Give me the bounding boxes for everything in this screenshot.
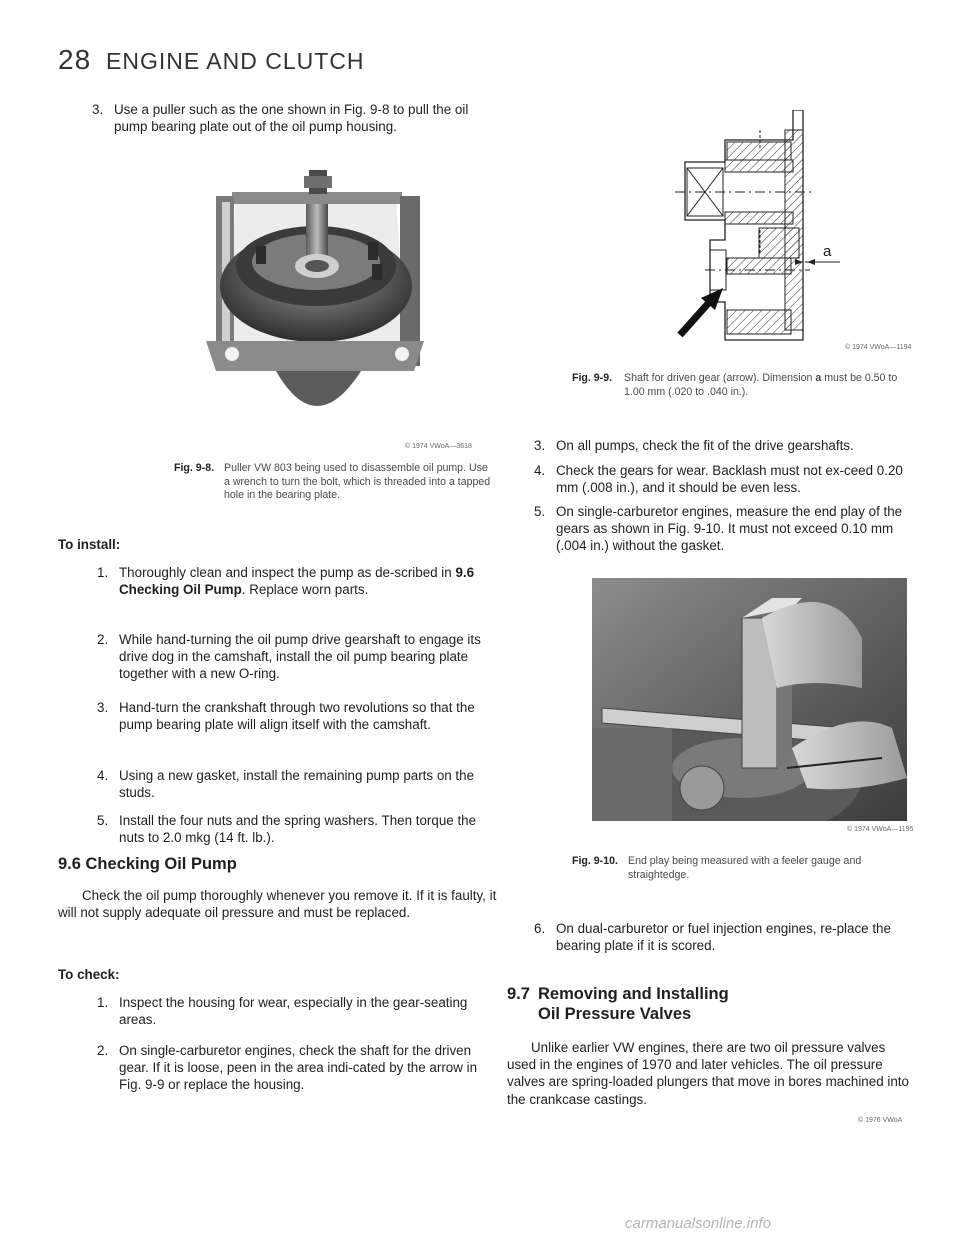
fig-9-9-caption-text xyxy=(624,372,908,399)
step-text xyxy=(119,564,491,598)
step-text: Install the four nuts and the spring washers. Then torque the nuts to 2.0 mkg (14 ft. lb.). xyxy=(119,813,477,846)
section-reference: 9.6 Checking Oil Pump xyxy=(119,565,475,598)
caption-bold: a xyxy=(815,372,822,384)
step-number: 1. xyxy=(97,995,109,1010)
step-number: 1. xyxy=(97,565,109,580)
fig-9-10-photo xyxy=(592,578,907,821)
section-9-6-paragraph: Check the oil pump thoroughly whenever you remove it. If it is faulty, it will not supply adequate oil pressure and must be replaced. xyxy=(58,888,497,921)
caption-pre: Shaft for driven gear (arrow). Dimension xyxy=(624,372,816,384)
step-text-post: . Replace worn parts. xyxy=(241,582,369,598)
fig-9-9-label: Fig. 9-9. xyxy=(572,372,613,384)
step-number: 4. xyxy=(97,768,109,783)
step-number: 5. xyxy=(97,813,109,828)
section-9-7-paragraph: Unlike earlier VW engines, there are two oil pressure valves used in the engines of 1970 and later vehicles. The oil pressure valves are spring-loaded plungers that move in bores machined into the crankcase castings. xyxy=(507,1040,909,1107)
page-number: 28 xyxy=(58,44,92,75)
step-number: 6. xyxy=(534,921,546,936)
step-text: On all pumps, check the fit of the drive gearshafts. xyxy=(556,438,854,453)
step-text: While hand-turning the oil pump drive gearshaft to engage its drive dog in the camshaft, install the oil pump bearing plate together with a new O-ring. xyxy=(119,632,481,682)
chapter-title: ENGINE AND CLUTCH xyxy=(106,48,365,74)
install-heading: To install: xyxy=(58,537,121,552)
fig-9-8-credit: © 1974 VWoA—3618 xyxy=(405,443,472,450)
step-number: 2. xyxy=(97,632,109,647)
step-text: Hand-turn the crankshaft through two revolutions so that the pump bearing plate will align itself with the camshaft. xyxy=(119,700,475,733)
step-text: Inspect the housing for wear, especially in the gear-seating areas. xyxy=(119,995,468,1028)
step-text: On single-carburetor engines, measure the end play of the gears as shown in Fig. 9-10. It must not exceed 0.10 mm (.004 in.) without the gasket. xyxy=(556,504,903,554)
step-number: 3. xyxy=(97,700,109,715)
fig-9-8-caption-text: Puller VW 803 being used to disassemble oil pump. Use a wrench to turn the bolt, which is threaded into a tapped hole in the bearing plate. xyxy=(224,462,491,501)
check-heading: To check: xyxy=(58,967,120,982)
step-number: 4. xyxy=(534,463,546,478)
fig-9-9-credit: © 1974 VWoA—1194 xyxy=(845,344,912,351)
step-number: 3. xyxy=(534,438,546,453)
fig-9-10-label: Fig. 9-10. xyxy=(572,855,618,867)
dimension-a-label: a xyxy=(823,243,832,260)
fig-9-8-photo xyxy=(196,166,434,438)
step-text: On single-carburetor engines, check the shaft for the driven gear. If it is loose, peen in the area indi-cated by the arrow in Fig. 9-9 or replace the housing. xyxy=(119,1043,478,1093)
step-text: Check the gears for wear. Backlash must not ex-ceed 0.20 mm (.008 in.), and it should be even less. xyxy=(556,463,903,496)
fig-9-10-credit: © 1974 VWoA—1195 xyxy=(847,826,914,833)
step-number: 3. xyxy=(92,102,104,117)
section-9-7-credit: © 1976 VWoA xyxy=(858,1117,903,1124)
section-9-7-number: 9.7 xyxy=(507,985,530,1003)
fig-9-10-caption-text: End play being measured with a feeler gauge and straightedge. xyxy=(628,855,862,881)
step-text: Using a new gasket, install the remaining pump parts on the studs. xyxy=(119,768,475,801)
step-number: 5. xyxy=(534,504,546,519)
step-text: Use a puller such as the one shown in Fig. 9-8 to pull the oil pump bearing plate out of the oil pump housing. xyxy=(114,102,469,135)
fig-9-8-label: Fig. 9-8. xyxy=(174,462,215,474)
footer-watermark: carmanualsonline.info xyxy=(625,1215,771,1232)
step-text-pre: Thoroughly clean and inspect the pump as de-scribed in xyxy=(119,565,456,580)
section-9-7-title-line1: Removing and Installing xyxy=(538,985,729,1003)
step-number: 2. xyxy=(97,1043,109,1058)
section-9-7-title-line2: Oil Pressure Valves xyxy=(538,1005,692,1023)
step-text: On dual-carburetor or fuel injection engines, re-place the bearing plate if it is scored. xyxy=(556,921,891,954)
section-9-6-heading: 9.6 Checking Oil Pump xyxy=(58,855,237,873)
fig-9-9-drawing xyxy=(665,110,925,350)
caption-post: must be 0.50 to 1.00 mm (.020 to .040 in.). xyxy=(624,372,898,398)
